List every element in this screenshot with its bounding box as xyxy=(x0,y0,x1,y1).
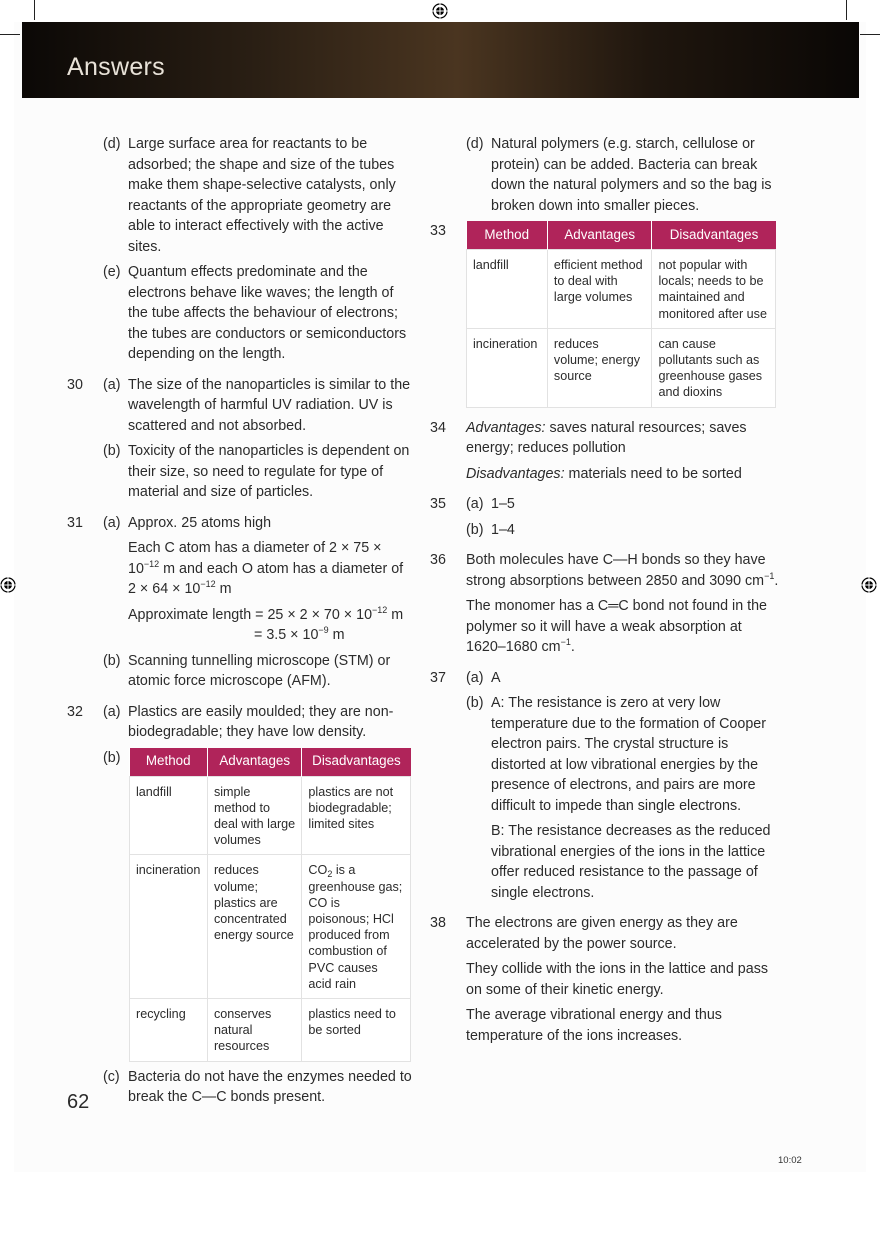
question-30 xyxy=(67,375,417,503)
part-label: (a) xyxy=(103,514,121,531)
table-cell: not popular with locals; needs to be maintained and monitored after use xyxy=(652,250,776,329)
registration-mark-icon xyxy=(0,577,16,593)
answer-part xyxy=(103,262,417,365)
answer-text: Both molecules have C—H bonds so they have strong absorptions between 2850 and 3090 cm xyxy=(466,552,766,589)
registration-mark-icon xyxy=(432,3,448,19)
exponent: −12 xyxy=(200,579,216,589)
answer-text xyxy=(466,550,780,591)
answer-part xyxy=(103,651,417,692)
part-label: (c) xyxy=(103,1068,120,1085)
answer-text: . xyxy=(570,639,575,656)
answer-text: A xyxy=(491,669,501,686)
table-cell: simple method to deal with large volumes xyxy=(207,776,301,855)
question-34 xyxy=(430,418,780,485)
question-38 xyxy=(430,913,780,1046)
calc-line: = 3.5 × 10 xyxy=(254,627,319,643)
crop-mark xyxy=(846,0,847,20)
answer-text xyxy=(466,418,780,459)
table-header-row xyxy=(130,748,411,777)
exponent: −9 xyxy=(318,625,329,635)
part-label: (a) xyxy=(466,669,484,686)
answer-text xyxy=(466,464,780,485)
question-35 xyxy=(430,494,780,540)
table-cell: reduces volume; plastics are concentrated energy source xyxy=(207,855,301,999)
calc-line: 10 xyxy=(128,560,144,577)
part-label: (d) xyxy=(466,136,484,152)
exponent: −1 xyxy=(560,637,571,648)
answer-part xyxy=(466,134,780,216)
italic-label: Disadvantages: xyxy=(466,465,565,482)
question-number: 36 xyxy=(430,552,446,569)
table-row xyxy=(130,998,411,1061)
table-cell: landfill xyxy=(467,250,548,329)
answer-text xyxy=(466,596,780,658)
question-number: 31 xyxy=(67,514,83,531)
italic-label: Advantages: xyxy=(466,419,546,436)
question-number: 33 xyxy=(430,223,446,239)
answer-text: The average vibrational energy and thus temperature of the ions increases. xyxy=(466,1007,722,1044)
table-cell: incineration xyxy=(130,855,208,999)
part-label: (b) xyxy=(466,695,484,712)
table-header: Method xyxy=(130,748,208,777)
table-row xyxy=(130,855,411,999)
answer-text: saves natural resources; saves energy; reduces pollution xyxy=(466,419,747,457)
answer-text: The size of the nanoparticles is similar to the wavelength of harmful UV radiation. UV is scattered and not absorbed. xyxy=(128,376,411,434)
answer-text: B: The resistance decreases as the reduced vibrational energies of the ions in the lattice offer reduced resistance to the passage of single electrons. xyxy=(491,823,771,901)
subscript: 2 xyxy=(327,869,333,880)
right-column xyxy=(430,134,780,1046)
part-label: (b) xyxy=(103,749,121,766)
table-row xyxy=(130,776,411,855)
calculation-text xyxy=(103,605,417,646)
table-header: Advantages xyxy=(547,221,652,250)
calc-line: m and each O atom has a diameter of xyxy=(159,560,404,577)
waste-disposal-table xyxy=(129,748,411,1062)
calculation-text xyxy=(103,538,417,600)
table-cell: incineration xyxy=(467,328,548,407)
answer-text: Scanning tunnelling microscope (STM) or atomic force microscope (AFM). xyxy=(128,652,391,689)
question-previous xyxy=(67,134,417,365)
table-cell: recycling xyxy=(130,998,208,1061)
page-title: Answers xyxy=(67,53,165,81)
part-label: (d) xyxy=(103,136,121,152)
question-31 xyxy=(67,513,417,692)
table-header: Method xyxy=(467,221,548,250)
table-cell: conserves natural resources xyxy=(207,998,301,1061)
registration-mark-icon xyxy=(861,577,877,593)
answer-part xyxy=(466,821,780,903)
question-number: 32 xyxy=(67,703,83,720)
question-number: 38 xyxy=(430,915,446,932)
crop-mark xyxy=(860,34,880,35)
answer-text: They collide with the ions in the lattice and pass on some of their kinetic energy. xyxy=(466,961,768,998)
answer-part xyxy=(103,1067,417,1108)
table-header: Disadvantages xyxy=(302,748,411,777)
answer-part xyxy=(103,702,417,743)
table-row xyxy=(467,250,776,329)
answer-text: Bacteria do not have the enzymes needed to break the C—C bonds present. xyxy=(128,1068,412,1106)
part-label: (b) xyxy=(466,521,484,538)
cell-text: is a greenhouse gas; CO is poisonous; HCl produced from combustion of PVC causes acid rain xyxy=(308,863,403,991)
calc-line: Each C atom has a diameter of 2 × 75 × xyxy=(128,540,382,556)
answer-part xyxy=(103,375,417,437)
answer-text: Quantum effects predominate and the electrons behave like waves; the length of the tube affects the behaviour of electrons; the tubes are conductors or semiconductors depending on the length. xyxy=(128,264,407,362)
answer-text: Large surface area for reactants to be adsorbed; the shape and size of the tubes make them shape-selective catalysts, only reactants of the appropriate geometry are able to interact effectively with the active sites. xyxy=(128,136,396,255)
answer-text: Toxicity of the nanoparticles is dependent on their size, so need to regulate for type of material and size of particles. xyxy=(128,443,410,500)
answer-part xyxy=(466,693,780,816)
answer-text: A: The resistance is zero at very low temperature due to the formation of Cooper electron pairs. The crystal structure is distorted at low vibrational energies by the presence of electrons, and pairs are more difficult to impede than single electrons. xyxy=(491,695,766,814)
answer-text: Approx. 25 atoms high xyxy=(128,514,272,531)
part-label: (e) xyxy=(103,264,121,280)
answer-text: 1–4 xyxy=(491,521,515,538)
question-number: 34 xyxy=(430,419,446,436)
crop-mark xyxy=(34,0,35,20)
header-banner xyxy=(22,22,859,98)
question-number: 35 xyxy=(430,496,446,513)
table-cell: plastics need to be sorted xyxy=(302,998,411,1061)
answer-text: . xyxy=(774,572,779,589)
answer-part xyxy=(103,513,417,534)
question-number: 30 xyxy=(67,376,83,393)
exponent: −1 xyxy=(764,570,775,581)
exponent: −12 xyxy=(143,558,160,569)
part-label: (a) xyxy=(103,376,121,393)
left-column xyxy=(67,134,417,1108)
table-header: Disadvantages xyxy=(652,221,776,250)
part-label: (a) xyxy=(466,496,484,513)
table-header: Advantages xyxy=(207,748,301,777)
page-number: 62 xyxy=(67,1091,90,1113)
table-cell xyxy=(302,855,411,999)
question-32 xyxy=(67,702,417,1108)
answer-part xyxy=(466,668,780,689)
table-cell: landfill xyxy=(130,776,208,855)
calc-line: m xyxy=(215,581,232,597)
answer-part xyxy=(466,494,780,515)
question-36 xyxy=(430,550,780,658)
table-header-row xyxy=(467,221,776,250)
answer-text: materials need to be sorted xyxy=(564,465,742,482)
answer-text: Natural polymers (e.g. starch, cellulose or protein) can be added. Bacteria can break down the natural polymers and so the bag is broken down into smaller pieces. xyxy=(491,136,772,214)
calc-line: m xyxy=(387,606,404,623)
table-cell: can cause pollutants such as greenhouse gases and dioxins xyxy=(652,328,776,407)
answer-part xyxy=(466,520,780,541)
question-number: 37 xyxy=(430,669,446,686)
exponent: −12 xyxy=(372,604,388,615)
answer-text: The electrons are given energy as they are accelerated by the power source. xyxy=(466,915,738,952)
calc-line: m xyxy=(328,627,345,643)
answer-part xyxy=(103,748,417,1062)
question-37 xyxy=(430,668,780,904)
print-timestamp: 10:02 xyxy=(778,1155,802,1166)
answer-part xyxy=(103,134,417,257)
part-label: (a) xyxy=(103,703,121,720)
part-label: (b) xyxy=(103,652,121,669)
table-cell: reduces volume; energy source xyxy=(547,328,652,407)
table-row xyxy=(467,328,776,407)
crop-mark xyxy=(0,34,20,35)
cell-text: CO xyxy=(308,863,328,878)
waste-disposal-table xyxy=(466,221,776,408)
calc-line: 2 × 64 × 10 xyxy=(128,581,201,597)
table-cell: plastics are not biodegradable; limited sites xyxy=(302,776,411,855)
answer-part xyxy=(103,441,417,503)
part-label: (b) xyxy=(103,443,121,459)
answer-text: 1–5 xyxy=(491,496,515,513)
table-cell: efficient method to deal with large volumes xyxy=(547,250,652,329)
answer-text: The monomer has a C═C bond not found in the polymer so it will have a weak absorption at 1620–1680 cm xyxy=(466,598,768,656)
answer-text: Plastics are easily moulded; they are non-biodegradable; they have low density. xyxy=(128,703,394,740)
calc-line: Approximate length = 25 × 2 × 70 × 10 xyxy=(128,606,373,623)
question-32-d xyxy=(430,134,780,216)
question-33 xyxy=(430,221,780,408)
